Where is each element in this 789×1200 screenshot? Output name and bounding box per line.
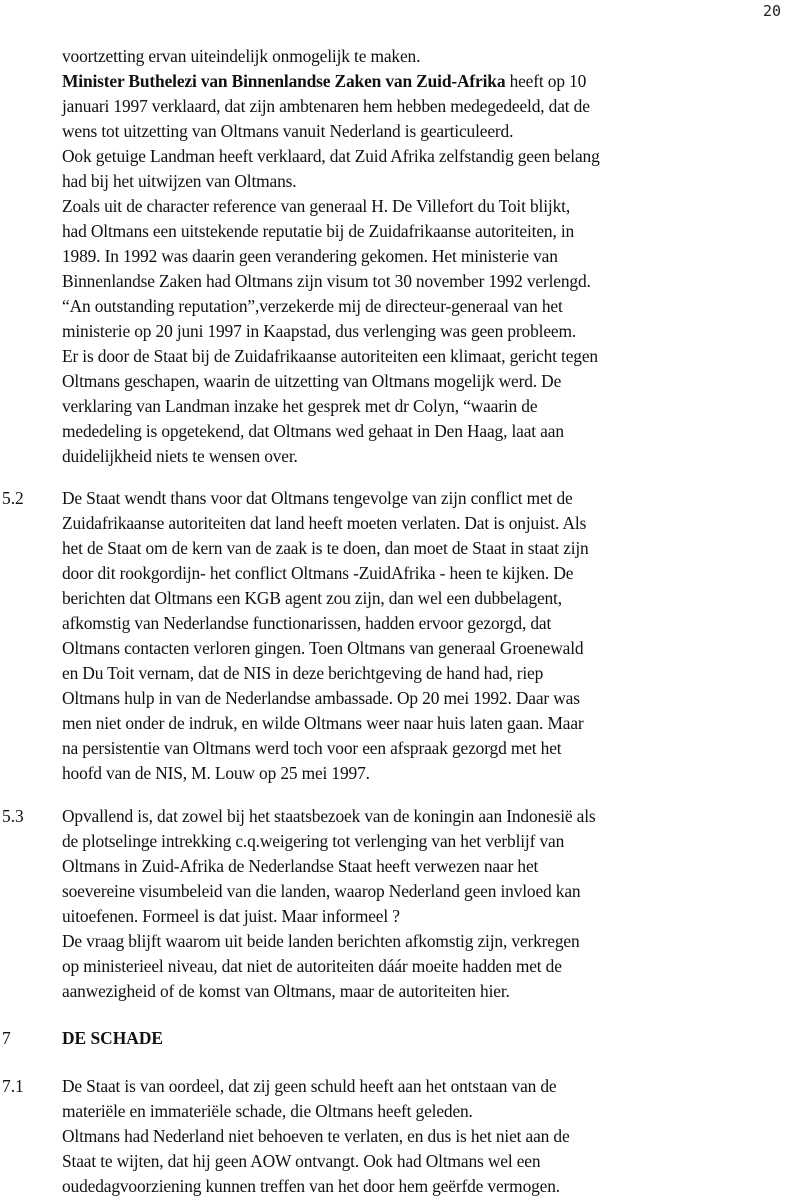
page-number: 20 [762, 2, 781, 20]
text-line: het de Staat om de kern van de zaak is te doen, dan moet de Staat in staat zijn [62, 538, 589, 558]
section-number: 5.2 [2, 488, 24, 508]
text-line: berichten dat Oltmans een KGB agent zou zijn, dan wel een dubbelagent, [62, 588, 562, 608]
text-line: Zoals uit de character reference van generaal H. De Villefort du Toit blijkt, [62, 196, 571, 216]
text-line [62, 69, 730, 94]
text-line: 1989. In 1992 was daarin geen verandering gekomen. Het ministerie van [62, 246, 558, 266]
text-line: ministerie op 20 juni 1997 in Kaapstad, dus verlenging was geen probleem. [62, 321, 577, 341]
section-number: 7.1 [2, 1076, 24, 1096]
section-number: 7 [2, 1028, 11, 1048]
text-line: aanwezigheid of de komst van Oltmans, maar de autoriteiten hier. [62, 981, 510, 1001]
text-line: januari 1997 verklaard, dat zijn ambtenaren hem hebben medegedeeld, dat de [62, 96, 590, 116]
text-line: Binnenlandse Zaken had Oltmans zijn visum tot 30 november 1992 verlengd. [62, 271, 591, 291]
text-line: materiële en immateriële schade, die Oltmans heeft geleden. [62, 1101, 473, 1121]
text-line: hoofd van de NIS, M. Louw op 25 mei 1997. [62, 763, 370, 783]
intro-paragraph [62, 44, 730, 469]
text-line: Opvallend is, dat zowel bij het staatsbezoek van de koningin aan Indonesië als [62, 806, 596, 826]
text-line: na persistentie van Oltmans werd toch voor een afspraak gezorgd met het [62, 738, 562, 758]
text-line: Oltmans contacten verloren gingen. Toen Oltmans van generaal Groenewald [62, 638, 584, 658]
text-line: verklaring van Landman inzake het gesprek met dr Colyn, “waarin de [62, 396, 538, 416]
section-7-1-paragraph [62, 1074, 730, 1199]
text-line: op ministerieel niveau, dat niet de autoriteiten dáár moeite hadden met de [62, 956, 562, 976]
text-line: duidelijkheid niets te wensen over. [62, 446, 298, 466]
text-line: Oltmans had Nederland niet behoeven te verlaten, en dus is het niet aan de [62, 1126, 570, 1146]
text-line: en Du Toit vernam, dat de NIS in deze berichtgeving de hand had, riep [62, 663, 544, 683]
section-5-3-paragraph [62, 804, 730, 1004]
bold-phrase: Minister Buthelezi van Binnenlandse Zaken van Zuid-Afrika [62, 71, 506, 91]
text-line: mededeling is opgetekend, dat Oltmans wed gehaat in Den Haag, laat aan [62, 421, 564, 441]
text-line: had bij het uitwijzen van Oltmans. [62, 171, 297, 191]
text-line: Oltmans geschapen, waarin de uitzetting van Oltmans mogelijk werd. De [62, 371, 562, 391]
text-line: wens tot uitzetting van Oltmans vanuit Nederland is gearticuleerd. [62, 121, 514, 141]
text-line: Oltmans in Zuid-Afrika de Nederlandse Staat heeft verwezen naar het [62, 856, 539, 876]
text-line: Er is door de Staat bij de Zuidafrikaanse autoriteiten een klimaat, gericht tegen [62, 346, 598, 366]
text-line: door dit rookgordijn- het conflict Oltmans -ZuidAfrika - heen te kijken. De [62, 563, 574, 583]
text-line: De vraag blijft waarom uit beide landen berichten afkomstig zijn, verkregen [62, 931, 580, 951]
text-line: Zuidafrikaanse autoriteiten dat land heeft moeten verlaten. Dat is onjuist. Als [62, 513, 587, 533]
text-line: afkomstig van Nederlandse functionarissen, hadden ervoor gezorgd, dat [62, 613, 552, 633]
text-line: oudedagvoorziening kunnen treffen van het door hem geërfde vermogen. [62, 1176, 560, 1196]
text-line: Staat te wijten, dat hij geen AOW ontvangt. Ook had Oltmans wel een [62, 1151, 541, 1171]
text-line: Ook getuige Landman heeft verklaard, dat Zuid Afrika zelfstandig geen belang [62, 146, 600, 166]
section-number: 5.3 [2, 806, 24, 826]
text-line: De Staat is van oordeel, dat zij geen schuld heeft aan het ontstaan van de [62, 1076, 557, 1096]
text-line: had Oltmans een uitstekende reputatie bij de Zuidafrikaanse autoriteiten, in [62, 221, 575, 241]
text-line: Oltmans hulp in van de Nederlandse ambassade. Op 20 mei 1992. Daar was [62, 688, 580, 708]
text-line: voortzetting ervan uiteindelijk onmogelijk te maken. [62, 46, 421, 66]
text-line: de plotselinge intrekking c.q.weigering tot verlenging van het verblijf van [62, 831, 565, 851]
text-line-rest: heeft op 10 [505, 71, 587, 91]
section-5-2-paragraph [62, 486, 730, 786]
text-line: uitoefenen. Formeel is dat juist. Maar informeel ? [62, 906, 400, 926]
text-line: “An outstanding reputation”,verzekerde mij de directeur-generaal van het [62, 296, 563, 316]
text-line: De Staat wendt thans voor dat Oltmans tengevolge van zijn conflict met de [62, 488, 573, 508]
text-line: men niet onder de indruk, en wilde Oltmans weer naar huis laten gaan. Maar [62, 713, 584, 733]
text-line: soevereine visumbeleid van die landen, waarop Nederland geen invloed kan [62, 881, 581, 901]
section-heading: DE SCHADE [62, 1028, 163, 1048]
